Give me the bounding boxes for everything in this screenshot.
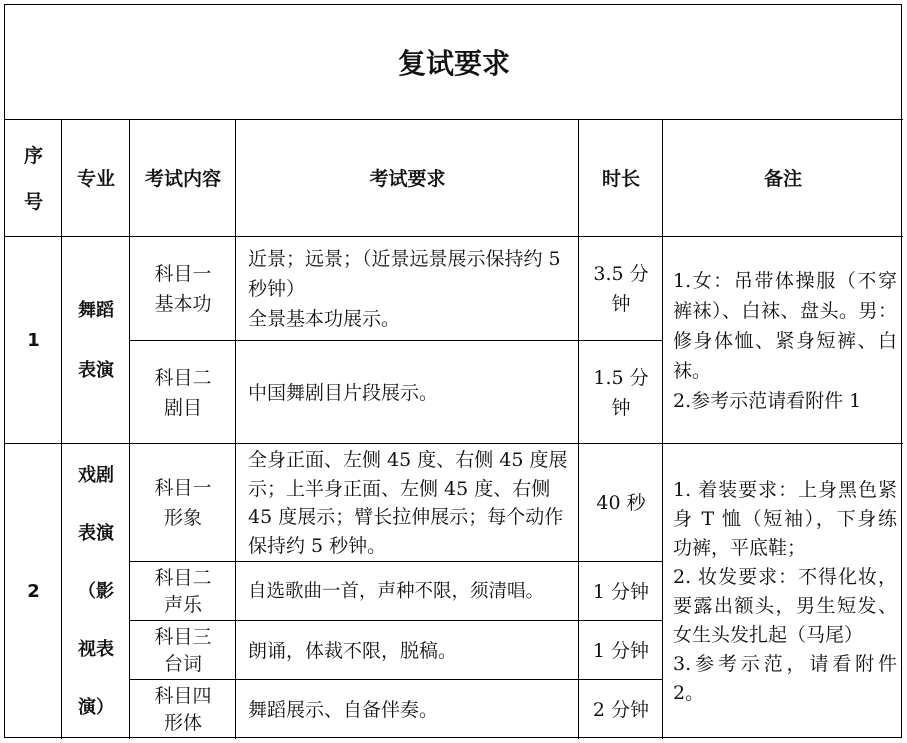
row-2-subject-3-name — [130, 621, 236, 680]
row-1-subject-2-name-line-1: 科目二 — [154, 366, 212, 389]
row-2-major-line-2: 表演 — [78, 522, 114, 544]
row-2-subject-4-requirement: 舞蹈展示、自备伴奏。 — [248, 698, 439, 721]
row-2-subject-1-name-line-2: 形象 — [163, 507, 202, 529]
grid-line — [578, 120, 579, 739]
row-2-subject-4-name — [130, 680, 236, 739]
requirements-table — [4, 4, 902, 738]
grid-line — [129, 620, 663, 621]
row-2-subject-3-name-line-2: 台词 — [163, 652, 202, 675]
row-2-subject-2-name-line-1: 科目二 — [154, 566, 212, 589]
row-2-major-line-4: 视表 — [78, 638, 114, 660]
row-2-subject-4-name-line-1: 科目四 — [154, 684, 212, 707]
row-2-notes: 1. 着装要求：上身黑色紧身 T 恤（短袖），下身练功裤，平底鞋； 2. 妆发要求：不得化妆，要露出额头，男生短发、女生头发扎起（马尾） 3.参考示范，请看附件 2。 — [673, 478, 897, 704]
row-1-notes: 1.女：吊带体操服（不穿裤袜）、白袜、盘头。男：修身体恤、紧身短裤、白袜。 2.参考示范请看附件 1 — [673, 269, 897, 412]
row-1-subject-2-name — [130, 341, 236, 444]
header-seq-line-1: 序 — [23, 144, 43, 167]
row-1-major-line-2: 表演 — [78, 359, 114, 381]
header-major: 专业 — [76, 167, 115, 190]
row-1-subject-2-duration-line-2: 钟 — [611, 396, 631, 419]
row-2-subject-2-name-line-2: 声乐 — [163, 593, 202, 616]
row-2-subject-2-name — [130, 562, 236, 621]
grid-line — [129, 679, 663, 680]
row-2-subject-4-name-line-2: 形体 — [163, 711, 202, 734]
row-2-subject-1-name — [130, 444, 236, 562]
row-1-subject-1-duration — [579, 237, 663, 341]
grid-line — [5, 236, 903, 237]
page-title: 复试要求 — [5, 5, 903, 120]
row-2-subject-3-requirement: 朗诵，体裁不限，脱稿。 — [248, 639, 458, 662]
row-2-subject-2-duration: 1 分钟 — [592, 580, 650, 603]
header-notes: 备注 — [763, 167, 802, 190]
row-1-subject-1-requirement: 近景；远景；（近景远景展示保持约 5 秒钟） 全景基本功展示。 — [248, 248, 561, 330]
row-1-subject-1-name-line-2: 基本功 — [154, 293, 212, 315]
header-content: 考试内容 — [144, 167, 221, 190]
row-1-subject-2-duration — [579, 341, 663, 444]
grid-line — [61, 120, 62, 739]
row-2-seq: 2 — [27, 581, 40, 602]
row-1-major-line-1: 舞蹈 — [78, 299, 114, 321]
row-1-seq: 1 — [27, 330, 40, 351]
header-seq-line-2: 号 — [23, 190, 43, 213]
row-2-subject-1-duration: 40 秒 — [596, 492, 646, 514]
row-2-subject-1-requirement: 全身正面、左侧 45 度、右侧 45 度展示；上半身正面、左侧 45 度、右侧 45 度展示；臂长拉伸展示；每个动作保持约 5 秒钟。 — [248, 449, 568, 557]
row-1-subject-2-requirement: 中国舞剧目片段展示。 — [248, 381, 439, 404]
row-2-subject-3-name-line-1: 科目三 — [154, 625, 212, 648]
row-2-subject-1-name-line-1: 科目一 — [154, 477, 212, 499]
row-1-subject-2-name-line-2: 剧目 — [163, 396, 202, 419]
row-2-subject-2-requirement: 自选歌曲一首，声种不限，须清唱。 — [248, 580, 545, 602]
row-1-subject-1-name — [130, 237, 236, 341]
grid-line — [129, 120, 130, 739]
grid-line — [129, 561, 663, 562]
row-2-major-line-3: （影 — [78, 580, 114, 602]
row-2-subject-4-duration: 2 分钟 — [592, 698, 650, 721]
row-1-subject-1-duration-line-2: 钟 — [611, 293, 631, 315]
header-seq — [5, 120, 62, 237]
grid-line — [129, 340, 663, 341]
header-duration: 时长 — [601, 167, 640, 190]
row-2-major-line-1: 戏剧 — [78, 464, 114, 486]
row-1-subject-1-name-line-1: 科目一 — [154, 263, 212, 285]
row-2-subject-3-duration: 1 分钟 — [592, 639, 650, 662]
grid-line — [662, 120, 663, 739]
grid-line — [235, 120, 236, 739]
row-1-major — [62, 237, 130, 444]
row-1-subject-2-duration-line-1: 1.5 分 — [593, 366, 649, 389]
grid-line — [5, 443, 903, 444]
row-1-subject-1-duration-line-1: 3.5 分 — [593, 263, 649, 285]
header-requirement: 考试要求 — [369, 167, 446, 190]
row-2-major-line-5: 演） — [78, 696, 114, 718]
row-2-major — [62, 444, 130, 739]
